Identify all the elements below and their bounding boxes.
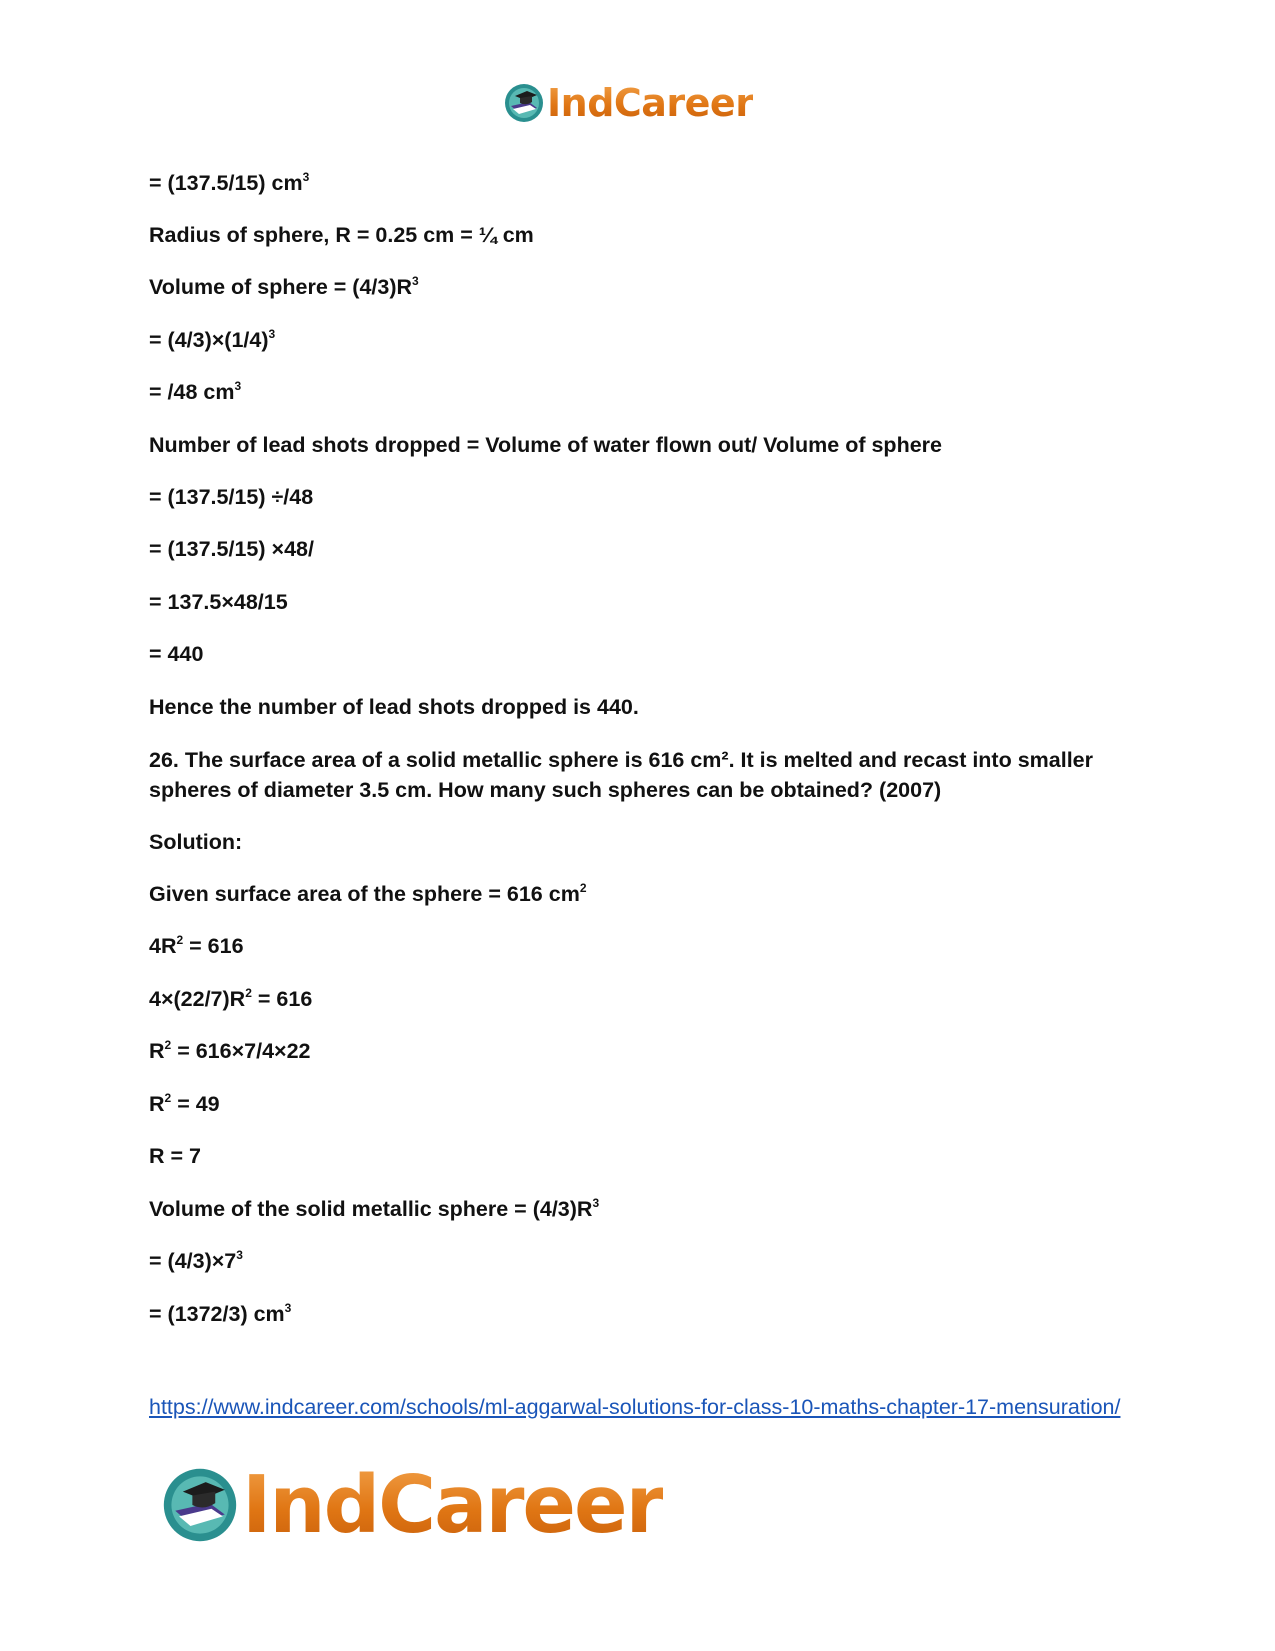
- solution-line-substitution: $4\times(22/7)R^2 = 616$: [149, 986, 313, 1011]
- line-number-formula: Number of lead shots dropped = Volume of water flown out/ Volume of sphere: [149, 433, 942, 457]
- line-multiplication: = (137.5/15) ×48/: [149, 537, 314, 561]
- line-conclusion: Hence the number of lead shots dropped is 440.: [149, 695, 639, 719]
- logo-text: IndCareer: [242, 1459, 663, 1551]
- globe-book-icon: [160, 1465, 240, 1545]
- solution-line-volume-sub: = $(4/3)\times 7^3$: [149, 1248, 243, 1273]
- logo-text: IndCareer: [547, 81, 754, 125]
- indcareer-logo-top: [503, 80, 753, 126]
- globe-book-icon: [503, 82, 545, 124]
- line-volume-sphere-formula: Volume of sphere = $(4/3)R^3$: [149, 274, 419, 299]
- question-26: 26. The surface area of a solid metallic sphere is 616 cm². It is melted and recast into smaller spheres of diameter 3.5 cm. How many such spheres can be obtained? (2007): [149, 748, 1094, 802]
- indcareer-logo-bottom: [160, 1459, 663, 1551]
- solution-line-volume-formula: Volume of the solid metallic sphere = $(4/3)R^3$: [149, 1196, 600, 1221]
- line-result-440: = 440: [149, 642, 204, 666]
- line-simplified: = 137.5×48/15: [149, 590, 288, 614]
- line-volume-sphere-sub: = $(4/3)\times(1/4)^3$: [149, 327, 276, 352]
- line-radius-sphere: Radius of sphere, R = 0.25 cm = ¼ cm: [149, 223, 534, 247]
- solution-line-r2-49: $R^2 = 49$: [149, 1091, 220, 1116]
- line-division: = (137.5/15) ÷/48: [149, 485, 314, 509]
- solution-line-volume-result: = (1372/3) $cm^3$: [149, 1301, 292, 1326]
- line-volume-water: = (137.5/15) $cm^3$: [149, 170, 310, 195]
- line-volume-sphere-result: = /48 $cm^3$: [149, 379, 242, 404]
- footer-url-link[interactable]: https://www.indcareer.com/schools/ml-aggarwal-solutions-for-class-10-maths-chapter-17-mensuration/: [149, 1395, 1121, 1419]
- solution-line-r-7: R = 7: [149, 1144, 201, 1168]
- solution-line-surface-area: Given surface area of the sphere = 616 $cm^2$: [149, 881, 587, 906]
- solution-line-r2-expression: $R^2 = 616\times 7/4\times 22$: [149, 1038, 311, 1063]
- solution-label: Solution:: [149, 830, 243, 854]
- solution-line-4r2: $4R^2 = 616$: [149, 933, 244, 958]
